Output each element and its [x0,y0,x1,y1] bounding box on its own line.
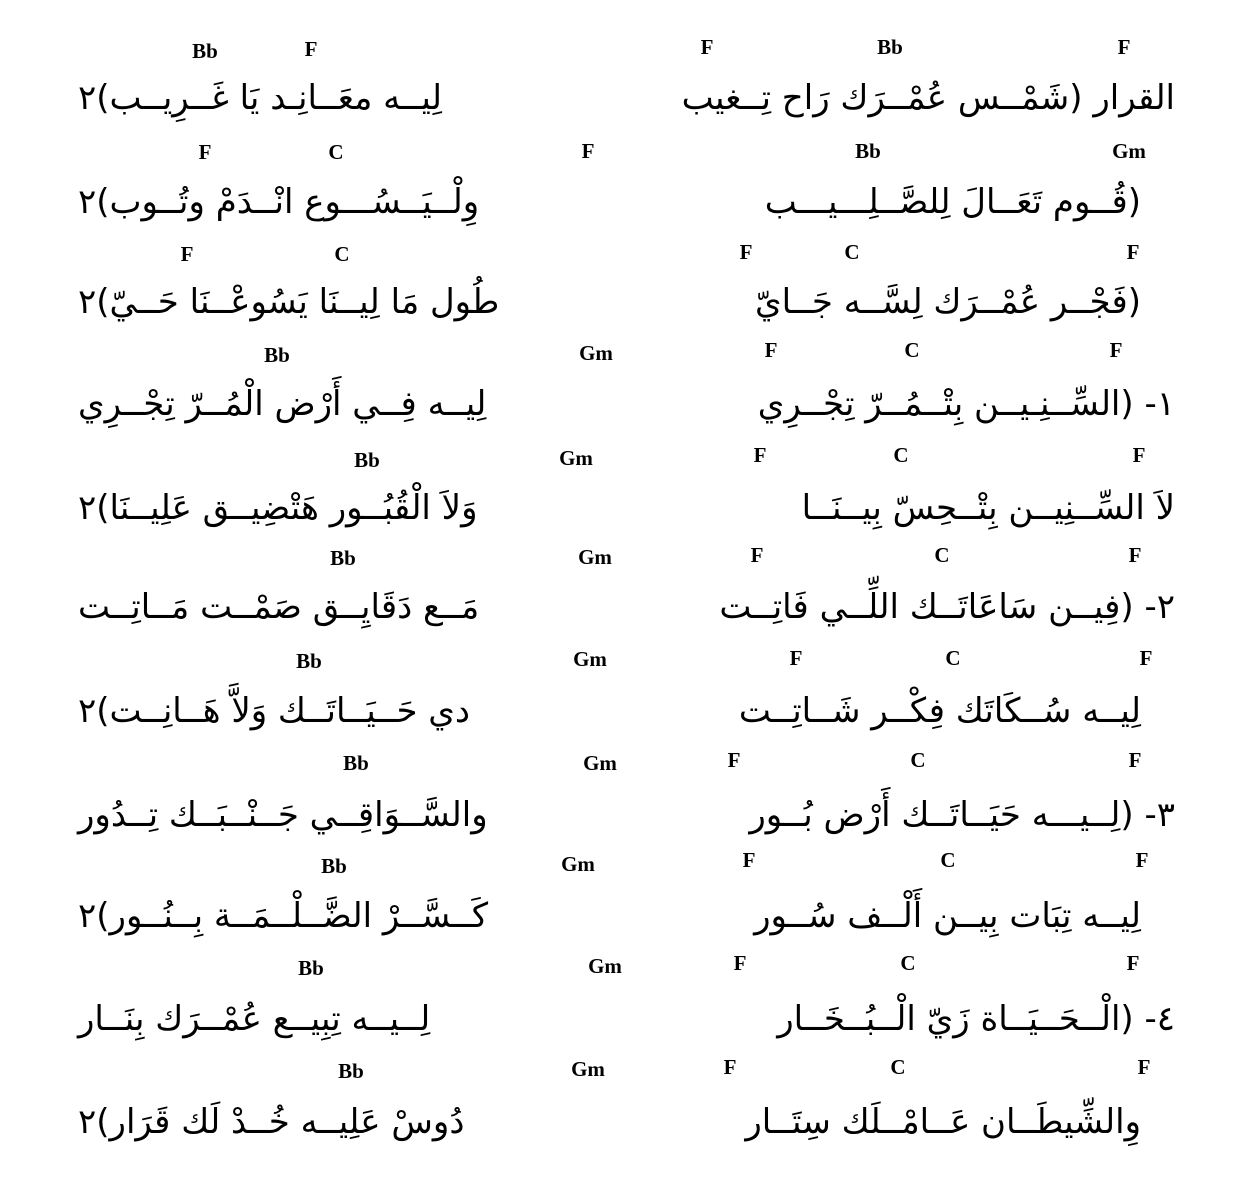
chord: Gm [578,545,612,569]
chord: Bb [264,343,290,367]
chord: Bb [298,956,324,980]
chord: F [750,543,764,567]
chord: Gm [583,751,617,775]
lyric-line-left: لِيــه معَــانِـد يَا غَــرِيــب)٢ [78,78,442,118]
chord: F [764,338,778,362]
chord: F [727,748,741,772]
lyric-line-right: وِالشِّيطَــان عَــامْــلَك سِتَــار [745,1102,1141,1142]
lyric-line-left: لِــيــه تِبِيــع عُمْــرَك بِنَــار [78,999,431,1039]
chord: C [328,140,344,164]
lyric-line-right: ٤- (الْــحَــيَــاة زَيّ الْــبُــخَــار [777,999,1175,1039]
lyric-line-right: (فَجْــر عُمْــرَك لِسَّــه جَــايّ [755,282,1141,322]
lyric-line-left: وِلْــيَــسُـــوع انْــدَمْ وتُــوب)٢ [78,182,480,222]
chord: F [304,37,318,61]
chord: Bb [330,546,356,570]
chord: C [934,543,950,567]
chord: Bb [343,751,369,775]
chord: Bb [321,854,347,878]
chord: F [1109,338,1123,362]
lyric-line-left: وَلاَ الْقُبُــور هَتْضِيــق عَلِيــنَا)٢ [78,488,478,528]
chord: C [890,1055,906,1079]
chord: Bb [296,649,322,673]
lyric-line-right: لِيــه تِبَات بِيــن أَلْــف سُــور [754,896,1141,936]
lyric-line-left: دي حَــيَــاتَــك وَلاَّ هَــانِــت)٢ [78,691,471,731]
chord: F [753,443,767,467]
chord: Bb [192,39,218,63]
chord: Gm [579,341,613,365]
chord: F [700,35,714,59]
chord: F [723,1055,737,1079]
chord: Bb [877,35,903,59]
chord: F [1128,543,1142,567]
chord: C [900,951,916,975]
chord: C [844,240,860,264]
chord: C [945,646,961,670]
chord: F [1137,1055,1151,1079]
chord: C [940,848,956,872]
chord: Gm [588,954,622,978]
chord: Bb [354,448,380,472]
chord: F [733,951,747,975]
lyric-line-right: ٣- (لِــيـــه حَيَــاتَــك أَرْض بُــور [749,795,1175,835]
chord: F [1139,646,1153,670]
chord: Gm [561,852,595,876]
lyric-line-left: مَــع دَقَايِــق صَمْــت مَــاتِــت [78,587,480,627]
chord: F [1128,748,1142,772]
chord: F [1126,240,1140,264]
chord: Gm [573,647,607,671]
chord: F [742,848,756,872]
chord: Bb [855,139,881,163]
lyric-line-left: طُول مَا لِيــنَا يَسُوعْــنَا حَــيّ)٢ [78,282,500,322]
chord: C [334,242,350,266]
lyric-line-right: القرار (شَمْــس عُمْــرَك رَاح تِــغيب [681,78,1175,118]
chord: Gm [1112,139,1146,163]
chord: F [180,242,194,266]
lyric-line-right: ١- (السِّــنِـيــن بِتْــمُــرّ تِجْــرِي [757,384,1175,424]
chord: F [789,646,803,670]
lyric-line-left: دُوسْ عَلِيــه خُــدْ لَك قَرَار)٢ [78,1102,465,1142]
lyric-line-right: لِيــه سُــكَاتَك فِكْــر شَــاتِــت [738,691,1141,731]
lyric-line-right: (قُــوم تَعَــالَ لِلصَّــلِـــيـــب [764,182,1141,222]
chord: F [1117,35,1131,59]
chord: F [739,240,753,264]
lyric-line-left: لِيــه فِــي أَرْض الْمُــرّ تِجْــرِي [78,384,487,424]
chord: Gm [559,446,593,470]
lyric-line-left: كَــسَّــرْ الضَّــلْــمَــة بِــنُــور)٢ [78,896,489,936]
chord: Bb [338,1059,364,1083]
chord: F [1132,443,1146,467]
chord: F [581,139,595,163]
chord: C [904,338,920,362]
chord: F [198,140,212,164]
chord: C [893,443,909,467]
chord: F [1135,848,1149,872]
chord: C [910,748,926,772]
lyric-line-right: ٢- (فِيــن سَاعَاتَــك اللِّــي فَاتِــت [719,587,1175,627]
lyric-line-right: لاَ السِّــنِيــن بِتْــحِسّ بِيــنَــا [801,488,1175,528]
lyric-line-left: والسَّــوَاقِــي جَــنْــبَــك تِــدُور [78,795,488,835]
chord: Gm [571,1057,605,1081]
chord: F [1126,951,1140,975]
